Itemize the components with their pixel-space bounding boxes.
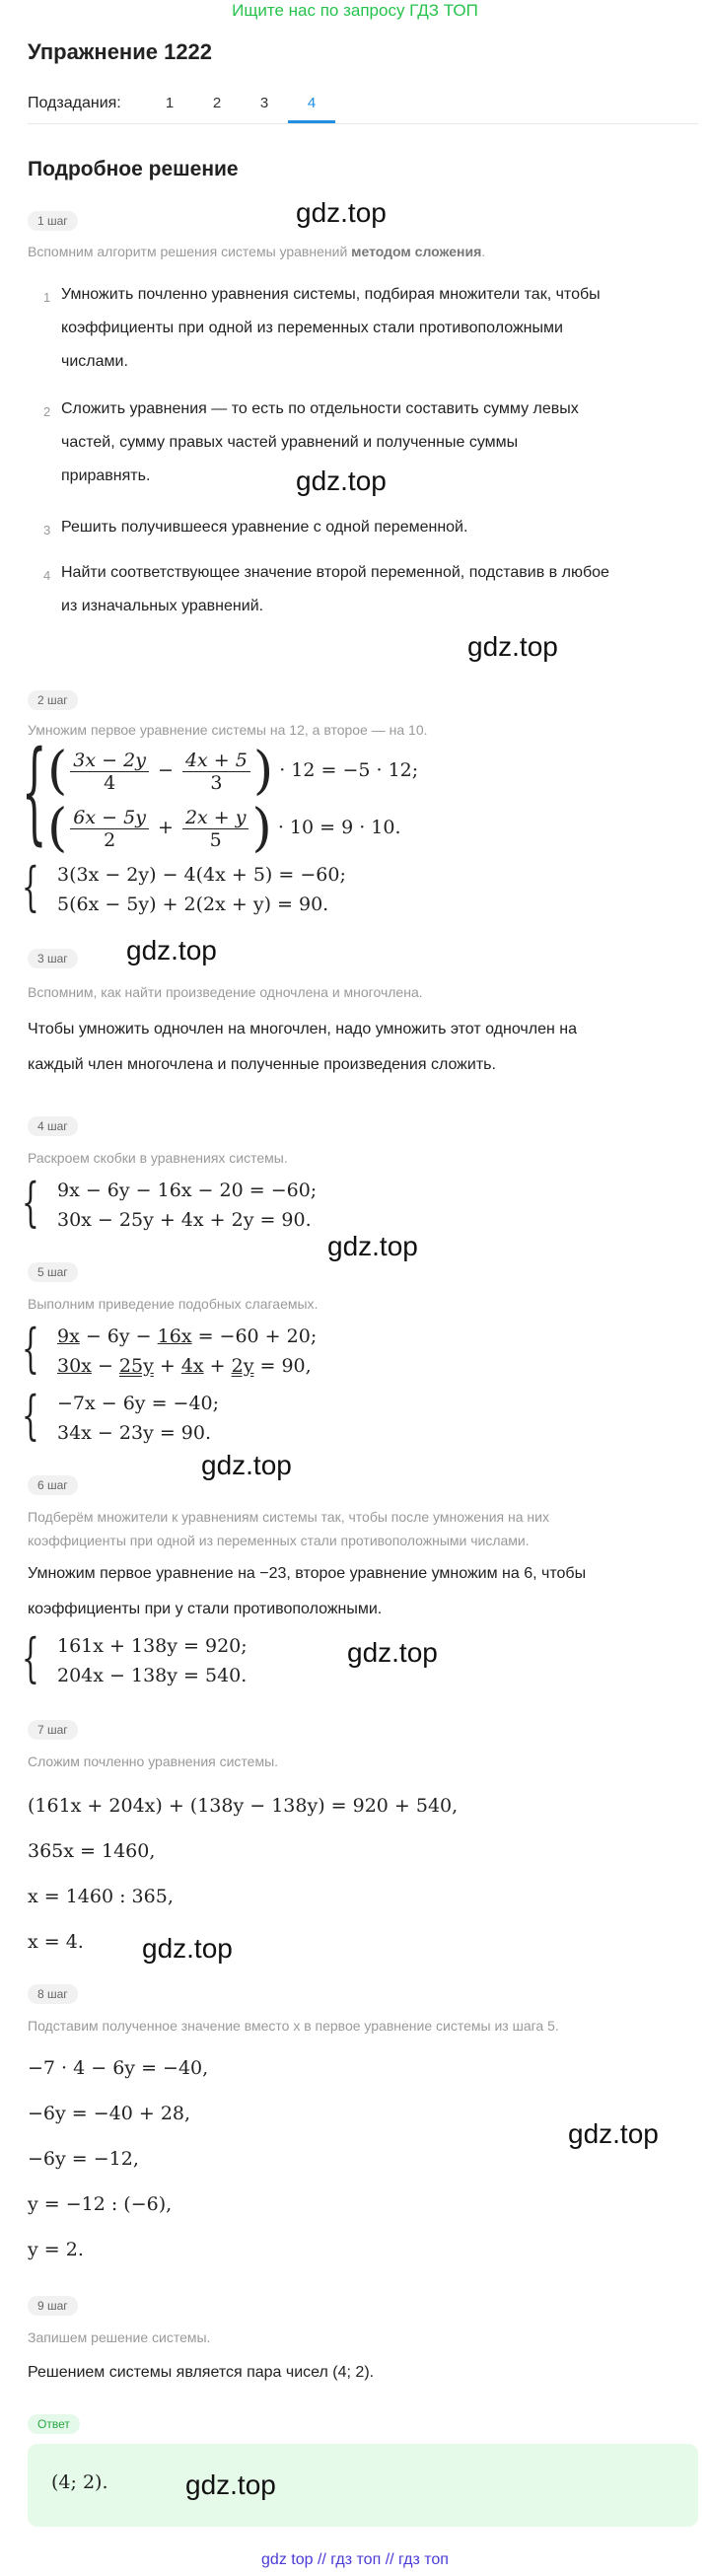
- list-item: Сложить уравнения — то есть по отдельности составить сумму левых частей, сумму правых частей уравнений и полученные суммы приравнять.: [61, 400, 579, 484]
- step-3-lead: Вспомним, как найти произведение одночлена и многочлена.: [28, 984, 423, 1000]
- list-item-number: 2: [43, 404, 51, 419]
- footer-links[interactable]: gdz top // гдз топ // гдз топ: [261, 2551, 449, 2568]
- watermark: gdz.top: [296, 197, 387, 228]
- system-brace: {: [22, 1385, 39, 1447]
- step-1-badge: 1 шаг: [28, 211, 78, 231]
- search-banner[interactable]: Ищите нас по запросу ГДЗ ТОП: [232, 1, 478, 20]
- answer-value: (4; 2).: [51, 2471, 108, 2493]
- step-5-badge: 5 шаг: [28, 1262, 78, 1282]
- step-8-badge: 8 шаг: [28, 1984, 78, 2004]
- step-9-lead: Запишем решение системы.: [28, 2329, 211, 2345]
- equation-list: (161x + 204x) + (138y − 138y) = 920 + 540, 365x = 1460, x = 1460 : 365, x = 4.: [28, 1795, 459, 1953]
- watermark: gdz.top: [568, 2118, 659, 2149]
- subtasks-tabs: [146, 87, 335, 123]
- watermark: gdz.top: [327, 1231, 418, 1261]
- page-title: Упражнение 1222: [28, 39, 213, 64]
- system-brace: {: [22, 730, 47, 857]
- step-7-badge: 7 шаг: [28, 1720, 78, 1740]
- step-2-lead: Умножим первое уравнение системы на 12, а второе — на 10.: [28, 722, 428, 738]
- list-item: Решить получившееся уравнение с одной переменной.: [61, 519, 468, 536]
- equation-system: 3(3x − 2y) − 4(4x + 5) = −60; 5(6x − 5y) + 2(2x + y) = 90.: [57, 864, 346, 915]
- step-9-badge: 9 шаг: [28, 2296, 78, 2316]
- list-item: Умножить почленно уравнения системы, подбирая множители так, чтобы коэффициенты при одной из переменных стали противоположными числами.: [61, 286, 601, 370]
- watermark: gdz.top: [467, 631, 558, 662]
- tab-1[interactable]: 1: [165, 95, 175, 111]
- equation-system: 9x − 6y − 16x − 20 = −60; 30x − 25y + 4x + 2y = 90.: [57, 1180, 318, 1231]
- step-6-lead: Подберём множители к уравнениям системы так, чтобы после умножения на них коэффициенты при одной из переменных стали противоположными числами.: [28, 1509, 549, 1548]
- tab-2[interactable]: 2: [212, 95, 222, 111]
- rule-text: Чтобы умножить одночлен на многочлен, надо умножить этот одночлен на каждый член многочлена и полученные произведения сложить.: [28, 1021, 577, 1073]
- subtasks-label: Подзадания:: [28, 95, 121, 111]
- watermark: gdz.top: [126, 935, 217, 966]
- tabs-divider: [28, 123, 698, 124]
- step-6-badge: 6 шаг: [28, 1475, 78, 1495]
- list-item-number: 1: [43, 290, 51, 305]
- step-5-lead: Выполним приведение подобных слагаемых.: [28, 1296, 319, 1312]
- step-4-lead: Раскроем скобки в уравнениях системы.: [28, 1150, 288, 1166]
- step-1-lead: Вспомним алгоритм решения системы уравнений методом сложения.: [28, 244, 486, 259]
- list-item-number: 4: [43, 568, 51, 583]
- solution-heading: Подробное решение: [28, 158, 239, 180]
- watermark: gdz.top: [347, 1637, 438, 1668]
- list-item: Найти соответствующее значение второй переменной, подставив в любое из изначальных уравнений.: [61, 564, 609, 614]
- equation-system: 161x + 138y = 920; 204x − 138y = 540.: [57, 1635, 248, 1686]
- system-brace: {: [22, 856, 39, 918]
- watermark: gdz.top: [185, 2469, 276, 2500]
- equation-list: −7 · 4 − 6y = −40, −6y = −40 + 28, −6y = −12, y = −12 : (−6), y = 2.: [28, 2057, 209, 2260]
- tab-3[interactable]: 3: [259, 95, 269, 111]
- tab-4[interactable]: 4: [288, 87, 335, 123]
- watermark: gdz.top: [296, 465, 387, 496]
- equation: ( $\frac{6x - 5y}{2}$ + $\frac{2x + y}{5}$ ) · 10 = 9 · 10.: [47, 799, 401, 858]
- equation-system: 9x − 6y − 16x = −60 + 20; 30x − 25y + 4x + 2y = 90,: [57, 1325, 318, 1377]
- list-item-number: 3: [43, 523, 51, 537]
- step-4-badge: 4 шаг: [28, 1116, 78, 1136]
- step-7-lead: Сложим почленно уравнения системы.: [28, 1753, 279, 1769]
- system-brace: {: [22, 1627, 39, 1689]
- answer-box: [28, 2444, 698, 2527]
- watermark: gdz.top: [201, 1450, 292, 1480]
- system-brace: {: [22, 1318, 39, 1380]
- system-brace: {: [22, 1172, 39, 1234]
- answer-badge: Ответ: [28, 2414, 80, 2434]
- step-8-lead: Подставим полученное значение вместо x в первое уравнение системы из шага 5.: [28, 2018, 559, 2034]
- watermark: gdz.top: [142, 1933, 233, 1964]
- step-2-badge: 2 шаг: [28, 690, 78, 710]
- equation: ( $\frac{3x - 2y}{4}$ − $\frac{4x + 5}{3}$ ) · 12 = −5 · 12;: [47, 742, 419, 801]
- step-3-badge: 3 шаг: [28, 949, 78, 968]
- equation-system: −7x − 6y = −40; 34x − 23y = 90.: [57, 1393, 220, 1444]
- step-6-text: Умножим первое уравнение на −23, второе уравнение умножим на 6, чтобы коэффициенты при y стали противоположными.: [28, 1565, 587, 1617]
- step-9-text: Решением системы является пара чисел (4; 2).: [28, 2364, 375, 2381]
